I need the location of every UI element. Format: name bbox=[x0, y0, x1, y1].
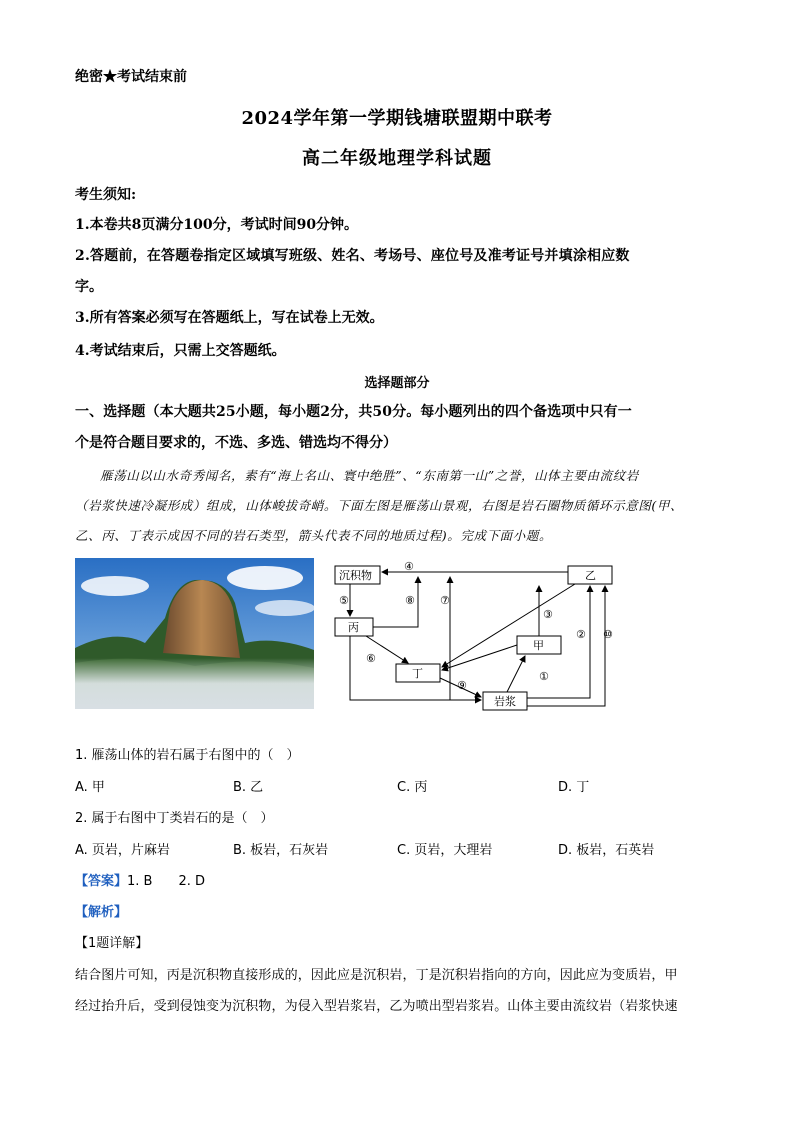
question-2-option-d: D. 板岩，石英岩 bbox=[558, 843, 655, 858]
question-1-option-b: B. 乙 bbox=[233, 780, 264, 795]
label-7: ⑦ bbox=[440, 594, 450, 607]
question-2-option-c: C. 页岩，大理岩 bbox=[397, 843, 493, 858]
question-2-option-a: A. 页岩，片麻岩 bbox=[75, 843, 170, 858]
node-bing: 丙 bbox=[348, 621, 359, 634]
question-1-option-d: D. 丁 bbox=[558, 780, 590, 795]
notice-heading: 考生须知: bbox=[75, 187, 137, 203]
notice-item-1: 1.本卷共8页满分100分，考试时间90分钟。 bbox=[75, 217, 359, 233]
answer-tag: 【答案】 bbox=[75, 874, 128, 889]
notice-item-4: 4.考试结束后，只需上交答题纸。 bbox=[75, 343, 286, 359]
part-title: 选择题部分 bbox=[364, 376, 430, 391]
passage-line-3: 乙、丙、丁表示成因不同的岩石类型，箭头代表不同的地质过程)。完成下面小题。 bbox=[75, 528, 553, 543]
notice-item-3: 3.所有答案必须写在答题纸上，写在试卷上无效。 bbox=[75, 310, 384, 326]
label-10: ⑩ bbox=[603, 628, 613, 641]
rock-cycle-diagram bbox=[330, 560, 620, 720]
yandang-mountain-photo bbox=[75, 558, 314, 709]
label-1: ① bbox=[539, 670, 549, 683]
section-heading: 一、选择题（本大题共25小题，每小题2分，共50分。每小题列出的四个备选项中只有一 bbox=[75, 404, 632, 420]
label-2: ② bbox=[576, 628, 586, 641]
question-2-stem: 2. 属于右图中丁类岩石的是（ ） bbox=[75, 811, 274, 826]
exam-title: 2024学年第一学期钱塘联盟期中联考 bbox=[241, 108, 553, 129]
node-yi: 乙 bbox=[585, 569, 596, 582]
notice-item-2-cont: 字。 bbox=[75, 279, 103, 295]
question-1-stem: 1. 雁荡山体的岩石属于右图中的（ ） bbox=[75, 748, 300, 763]
label-9: ⑨ bbox=[457, 679, 467, 692]
confidential-mark: 绝密★考试结束前 bbox=[75, 69, 187, 85]
passage-line-2: （岩浆快速冷凝形成）组成，山体峻拔奇峭。下面左图是雁荡山景观，右图是岩石圈物质循环示意图(甲、 bbox=[75, 498, 684, 513]
question-2-option-b: B. 板岩，石灰岩 bbox=[233, 843, 329, 858]
passage-line-1: 雁荡山以山水奇秀闻名，素有“海上名山、寰中绝胜”、“东南第一山”之誉，山体主要由流纹岩 bbox=[100, 468, 639, 483]
analysis-tag: 【解析】 bbox=[75, 905, 128, 920]
notice-item-2: 2.答题前，在答题卷指定区域填写班级、姓名、考场号、座位号及准考证号并填涂相应数 bbox=[75, 248, 630, 264]
label-8: ⑧ bbox=[405, 594, 415, 607]
question-1-option-c: C. 丙 bbox=[397, 780, 428, 795]
section-heading-cont: 个是符合题目要求的，不选、多选、错选均不得分） bbox=[75, 435, 397, 451]
node-sediment: 沉积物 bbox=[339, 569, 372, 582]
node-ding: 丁 bbox=[412, 667, 423, 680]
label-3: ③ bbox=[543, 608, 553, 621]
label-4: ④ bbox=[404, 560, 414, 573]
question-1-option-a: A. 甲 bbox=[75, 780, 105, 795]
answer-text: 1. B 2. D bbox=[127, 874, 206, 889]
answer-line bbox=[75, 870, 205, 889]
label-6: ⑥ bbox=[366, 652, 376, 665]
exam-subtitle: 高二年级地理学科试题 bbox=[302, 148, 492, 169]
detail-line-2: 经过抬升后，受到侵蚀变为沉积物，为侵入型岩浆岩，乙为喷出型岩浆岩。山体主要由流纹岩（岩浆快速 bbox=[75, 999, 678, 1014]
detail-tag: 【1题详解】 bbox=[75, 936, 149, 951]
label-5: ⑤ bbox=[339, 594, 349, 607]
node-jia: 甲 bbox=[533, 639, 544, 652]
node-magma: 岩浆 bbox=[494, 695, 516, 708]
detail-line-1: 结合图片可知，丙是沉积物直接形成的，因此应是沉积岩，丁是沉积岩指向的方向，因此应为变质岩，甲 bbox=[75, 968, 678, 983]
